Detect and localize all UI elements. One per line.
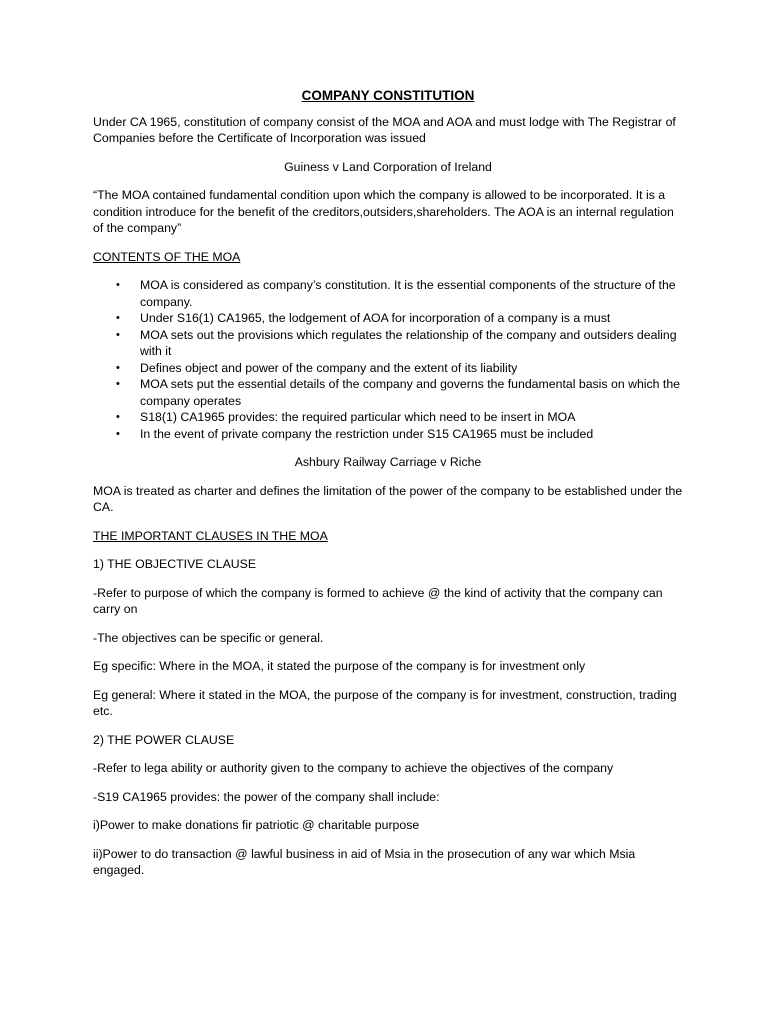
bullet-icon: • [116,279,120,291]
list-item [116,310,683,327]
objective-paragraph: Eg general: Where it stated in the MOA, the purpose of the company is for investment, construction, trading etc. [93,687,677,718]
power-paragraph: -Refer to lega ability or authority given to the company to achieve the objectives of the company [93,761,614,775]
power-paragraph: -S19 CA1965 provides: the power of the company shall include: [93,789,440,804]
intro-paragraph: Under CA 1965, constitution of company consist of the MOA and AOA and must lodge with The Registrar of Companies before the Certificate of Incorporation was issued [93,114,676,145]
objective-clause-heading: 1) THE OBJECTIVE CLAUSE [93,557,257,571]
list-item-text: In the event of private company the restriction under S15 CA1965 must be included [140,426,594,441]
objective-paragraph: Eg specific: Where in the MOA, it stated the purpose of the company is for investment only [93,659,586,673]
quote-paragraph: “The MOA contained fundamental condition upon which the company is allowed to be incorporated. It is a condition introduce for the benefit of the creditors,outsiders,shareholders. The AOA is an internal regulation of the company” [93,188,674,235]
bullet-icon: • [116,361,120,374]
list-item [116,426,683,443]
list-item-text: MOA is considered as company’s constitution. It is the essential components of the structure of the company. [140,278,676,309]
bullet-icon: • [116,312,120,324]
list-item [116,409,683,426]
bullet-icon: • [116,427,120,440]
list-item-text: Under S16(1) CA1965, the lodgement of AOA for incorporation of a company is a must [140,311,611,325]
power-paragraph: i)Power to make donations fir patriotic @ charitable purpose [93,818,420,832]
power-clause-heading: 2) THE POWER CLAUSE [93,732,235,747]
list-item [116,360,683,377]
list-item-text: S18(1) CA1965 provides: the required particular which need to be insert in MOA [140,410,576,424]
list-item [116,327,683,360]
list-item-text: MOA sets out the provisions which regulates the relationship of the company and outsiders dealing with it [140,327,677,358]
contents-bullet-list [93,277,683,442]
bullet-icon: • [116,378,120,390]
list-item-text: MOA sets put the essential details of the company and governs the fundamental basis on which the company operates [140,377,681,408]
contents-heading: CONTENTS OF THE MOA [93,249,241,264]
list-item [116,277,683,310]
document-page [93,88,683,891]
objective-paragraph: -Refer to purpose of which the company is formed to achieve @ the kind of activity that the company can carry on [93,585,663,616]
objective-paragraph: -The objectives can be specific or general. [93,630,324,645]
case-citation-ashbury: Ashbury Railway Carriage v Riche [294,455,482,469]
case-citation-guiness: Guiness v Land Corporation of Ireland [284,159,492,174]
list-item-text: Defines object and power of the company and the extent of its liability [140,360,518,375]
power-paragraph: ii)Power to do transaction @ lawful business in aid of Msia in the prosecution of any war which Msia engaged. [93,846,636,877]
charter-paragraph: MOA is treated as charter and defines the limitation of the power of the company to be established under the CA. [93,483,683,514]
bullet-icon: • [116,411,120,423]
clauses-heading: THE IMPORTANT CLAUSES IN THE MOA [93,528,328,543]
bullet-icon: • [116,328,120,341]
list-item [116,376,683,409]
document-title: COMPANY CONSTITUTION [301,88,475,103]
